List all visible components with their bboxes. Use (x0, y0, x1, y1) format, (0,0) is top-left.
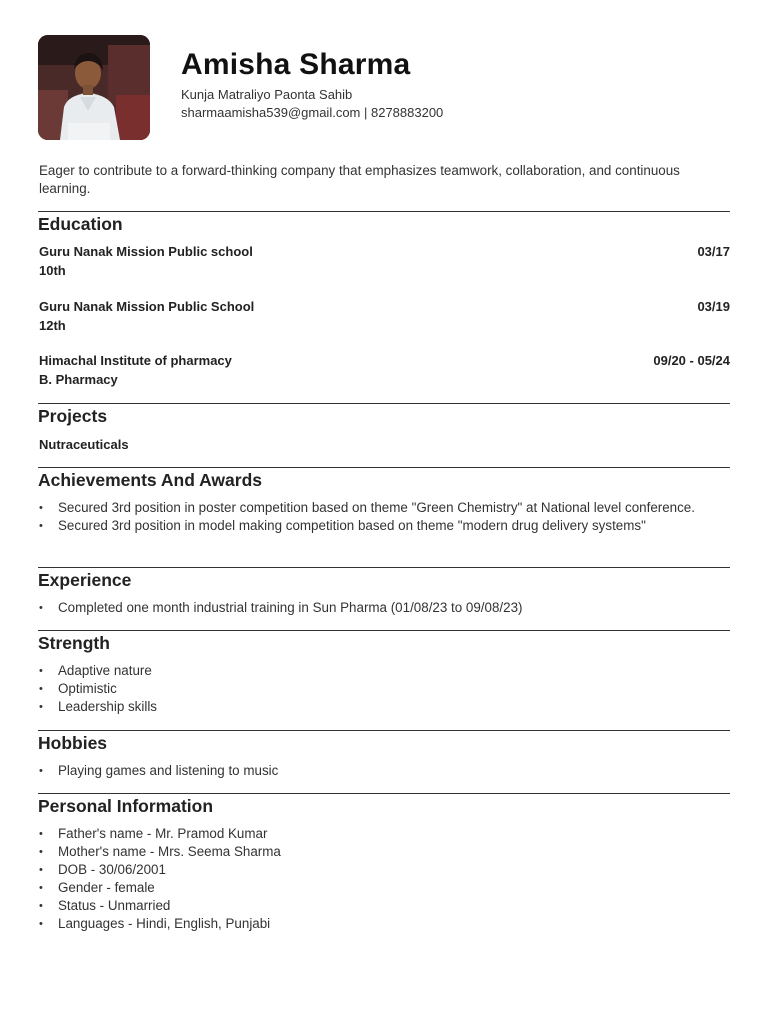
education-date: 03/17 (697, 244, 730, 259)
list-item: • Adaptive nature (38, 662, 730, 680)
experience-list (38, 599, 730, 617)
candidate-name: Amisha Sharma (181, 48, 411, 81)
list-item: • Leadership skills (38, 698, 730, 716)
section-title: Hobbies (38, 733, 108, 753)
list-item: • DOB - 30/06/2001 (38, 861, 730, 879)
degree: B. Pharmacy (39, 372, 118, 387)
hobbies-section (38, 730, 730, 780)
list-item: • Father's name - Mr. Pramod Kumar (38, 825, 730, 843)
education-item (39, 244, 730, 278)
summary: Eager to contribute to a forward-thinking company that emphasizes teamwork, collaboration, and continuous learning. (39, 163, 680, 196)
section-divider (38, 567, 730, 568)
education-section (38, 211, 730, 401)
degree: 10th (39, 263, 66, 278)
section-title: Projects (38, 406, 108, 426)
hobbies-list (38, 762, 730, 780)
list-item: • Secured 3rd position in model making competition based on theme "modern drug delivery systems" (38, 517, 730, 535)
contact-info: sharmaamisha539@gmail.com | 8278883200 (181, 105, 444, 120)
section-divider (38, 730, 730, 731)
education-date: 03/19 (697, 299, 730, 314)
personal-info-section (38, 793, 730, 933)
education-date: 09/20 - 05/24 (653, 353, 730, 368)
section-title: Experience (38, 570, 132, 590)
list-item: • Mother's name - Mrs. Seema Sharma (38, 843, 730, 861)
degree: 12th (39, 318, 66, 333)
section-divider (38, 211, 730, 212)
projects-section (38, 403, 730, 452)
achievements-section (38, 467, 730, 535)
section-divider (38, 630, 730, 631)
project-item: Nutraceuticals (39, 437, 129, 452)
section-title: Education (38, 214, 123, 234)
education-item (39, 353, 730, 387)
school-name: Guru Nanak Mission Public School (39, 299, 255, 314)
experience-section (38, 567, 730, 617)
section-divider (38, 467, 730, 468)
section-title: Personal Information (38, 796, 214, 816)
list-item: • Optimistic (38, 680, 730, 698)
school-name: Guru Nanak Mission Public school (39, 244, 253, 259)
list-item: • Languages - Hindi, English, Punjabi (38, 915, 730, 933)
strength-list (38, 662, 730, 716)
list-item: • Gender - female (38, 879, 730, 897)
list-item: • Completed one month industrial training in Sun Pharma (01/08/23 to 09/08/23) (38, 599, 730, 617)
profile-photo (38, 35, 150, 140)
personal-info-list (38, 825, 730, 933)
section-title: Strength (38, 633, 110, 653)
achievements-list (38, 499, 730, 535)
address: Kunja Matraliyo Paonta Sahib (181, 87, 353, 102)
list-item: • Status - Unmarried (38, 897, 730, 915)
list-item: • Playing games and listening to music (38, 762, 730, 780)
section-title: Achievements And Awards (38, 470, 263, 490)
profile-photo-graphic (38, 35, 150, 140)
education-item (39, 299, 730, 333)
school-name: Himachal Institute of pharmacy (39, 353, 232, 368)
list-item: • Secured 3rd position in poster competition based on theme "Green Chemistry" at National level conference. (38, 499, 730, 517)
section-divider (38, 403, 730, 404)
strength-section (38, 630, 730, 716)
section-divider (38, 793, 730, 794)
